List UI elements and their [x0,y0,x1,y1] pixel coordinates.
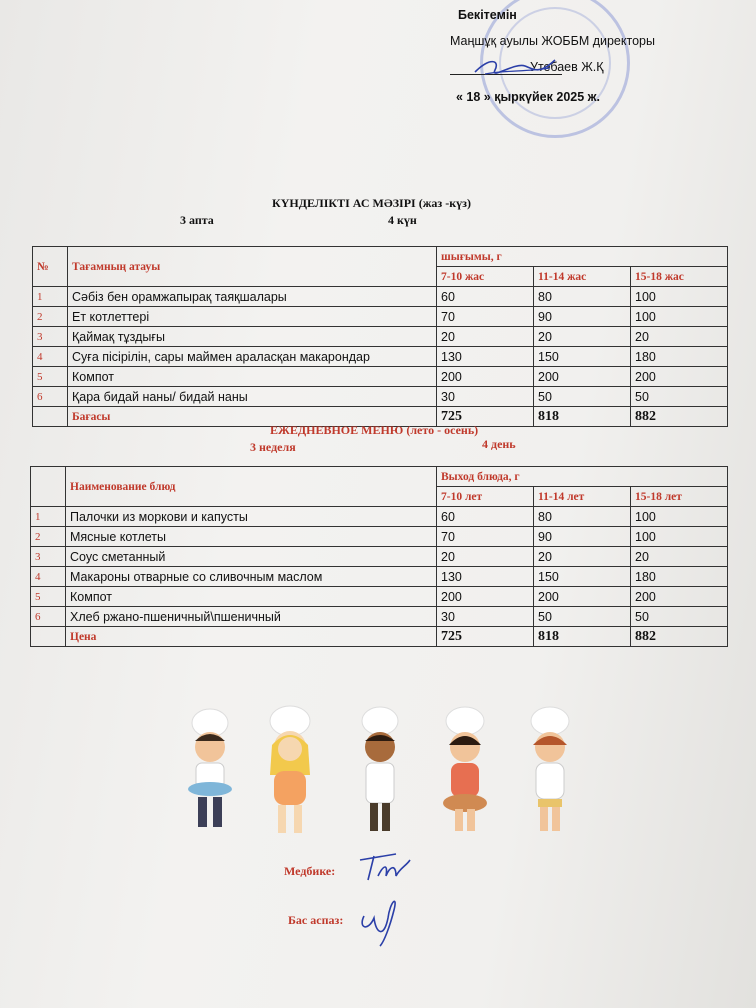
price-empty-cell [33,407,68,427]
portion-value: 20 [534,547,631,567]
row-number: 1 [31,507,66,527]
chef-kid-4 [443,707,487,831]
portion-value: 100 [631,507,728,527]
row-number: 2 [33,307,68,327]
portion-value: 200 [437,587,534,607]
price-empty-cell [31,627,66,647]
portion-value: 80 [534,287,631,307]
portion-value: 80 [534,507,631,527]
table-row [33,327,728,347]
portion-value: 130 [437,567,534,587]
portion-value: 200 [631,367,728,387]
portion-value: 180 [631,567,728,587]
portion-value: 20 [631,547,728,567]
portion-value: 150 [534,567,631,587]
portion-value: 20 [437,327,534,347]
row-number: 2 [31,527,66,547]
portion-value: 180 [631,347,728,367]
table-row [33,347,728,367]
row-number: 1 [33,287,68,307]
chef-kid-1 [188,709,232,827]
dish-name: Ет котлеттері [68,307,437,327]
ru-col-name: Наименование блюд [66,467,437,507]
table-row [31,527,728,547]
portion-value: 90 [534,307,631,327]
ru-menu-table [30,466,728,647]
table-row [31,567,728,587]
kz-col-yield: шығымы, г [437,247,728,267]
dish-name: Сәбіз бен орамжапырақ таяқшалары [68,287,437,307]
dish-name: Мясные котлеты [66,527,437,547]
row-number: 4 [31,567,66,587]
kz-age-col: 15-18 жас [631,267,728,287]
portion-value: 50 [631,387,728,407]
nurse-label: Медбике: [284,864,336,878]
dish-name: Қаймақ тұздығы [68,327,437,347]
table-row [33,287,728,307]
chef-signature [354,888,414,948]
portion-value: 100 [631,527,728,547]
dish-name: Компот [68,367,437,387]
dish-name: Палочки из моркови и капусты [66,507,437,527]
ru-day: 4 день [482,437,516,451]
approval-position: Маңшұқ ауылы ЖОББМ директоры [450,34,655,48]
kz-menu-table [32,246,728,427]
portion-value: 50 [534,387,631,407]
ru-week: 3 неделя [250,440,296,454]
row-number: 3 [33,327,68,347]
kz-week: 3 апта [180,213,214,227]
kz-col-no: № [33,247,68,287]
dish-name: Суға пісірілін, сары маймен араласқан макарондар [68,347,437,367]
portion-value: 100 [631,287,728,307]
ru-title: ЕЖЕДНЕВНОЕ МЕНЮ (лето - осень) [270,423,479,437]
row-number: 6 [33,387,68,407]
portion-value: 90 [534,527,631,547]
price-value: 882 [631,407,728,427]
portion-value: 200 [534,367,631,387]
price-value: 818 [534,627,631,647]
price-value: 882 [631,627,728,647]
portion-value: 50 [631,607,728,627]
chef-kid-3 [362,707,398,831]
portion-value: 20 [534,327,631,347]
price-value: 818 [534,407,631,427]
table-row [31,547,728,567]
row-number: 6 [31,607,66,627]
ru-col-no [31,467,66,507]
price-label: Цена [66,627,437,647]
table-row [31,607,728,627]
kz-age-col: 11-14 жас [534,267,631,287]
row-number: 4 [33,347,68,367]
portion-value: 60 [437,287,534,307]
table-row [33,367,728,387]
portion-value: 60 [437,507,534,527]
portion-value: 70 [437,527,534,547]
portion-value: 130 [437,347,534,367]
kz-col-name: Тағамның атауы [68,247,437,287]
chef-label: Бас аспаз: [288,913,344,927]
ru-age-col: 7-10 лет [437,487,534,507]
approval-title: Бекітемін [458,8,517,22]
portion-value: 200 [631,587,728,607]
portion-value: 20 [631,327,728,347]
dish-name: Макароны отварные со сливочным маслом [66,567,437,587]
portion-value: 70 [437,307,534,327]
kids-chefs-illustration [150,705,620,855]
row-number: 5 [31,587,66,607]
ru-col-yield: Выход блюда, г [437,467,728,487]
portion-value: 30 [437,607,534,627]
chef-kid-2 [270,706,310,833]
portion-value: 30 [437,387,534,407]
table-row [33,387,728,407]
price-label: Бағасы [68,407,437,427]
dish-name: Компот [66,587,437,607]
table-row [31,507,728,527]
portion-value: 200 [437,367,534,387]
portion-value: 150 [534,347,631,367]
portion-value: 200 [534,587,631,607]
ru-age-col: 11-14 лет [534,487,631,507]
kz-age-col: 7-10 жас [437,267,534,287]
nurse-signature [356,846,416,886]
ru-age-col: 15-18 лет [631,487,728,507]
row-number: 5 [33,367,68,387]
dish-name: Қара бидай наны/ бидай наны [68,387,437,407]
director-signature [470,52,560,82]
dish-name: Соус сметанный [66,547,437,567]
dish-name: Хлеб ржано-пшеничный\пшеничный [66,607,437,627]
price-value: 725 [437,407,534,427]
portion-value: 100 [631,307,728,327]
row-number: 3 [31,547,66,567]
approval-director: Утебаев Ж.Қ [530,60,604,74]
chef-kid-5 [531,707,569,831]
price-row [31,627,728,647]
portion-value: 50 [534,607,631,627]
price-value: 725 [437,627,534,647]
table-row [31,587,728,607]
portion-value: 20 [437,547,534,567]
kz-day: 4 күн [388,213,417,227]
table-row [33,307,728,327]
kz-title: КҮНДЕЛІКТІ АС МӘЗІРІ (жаз -күз) [272,196,471,210]
approval-date: « 18 » қыркүйек 2025 ж. [456,90,600,104]
